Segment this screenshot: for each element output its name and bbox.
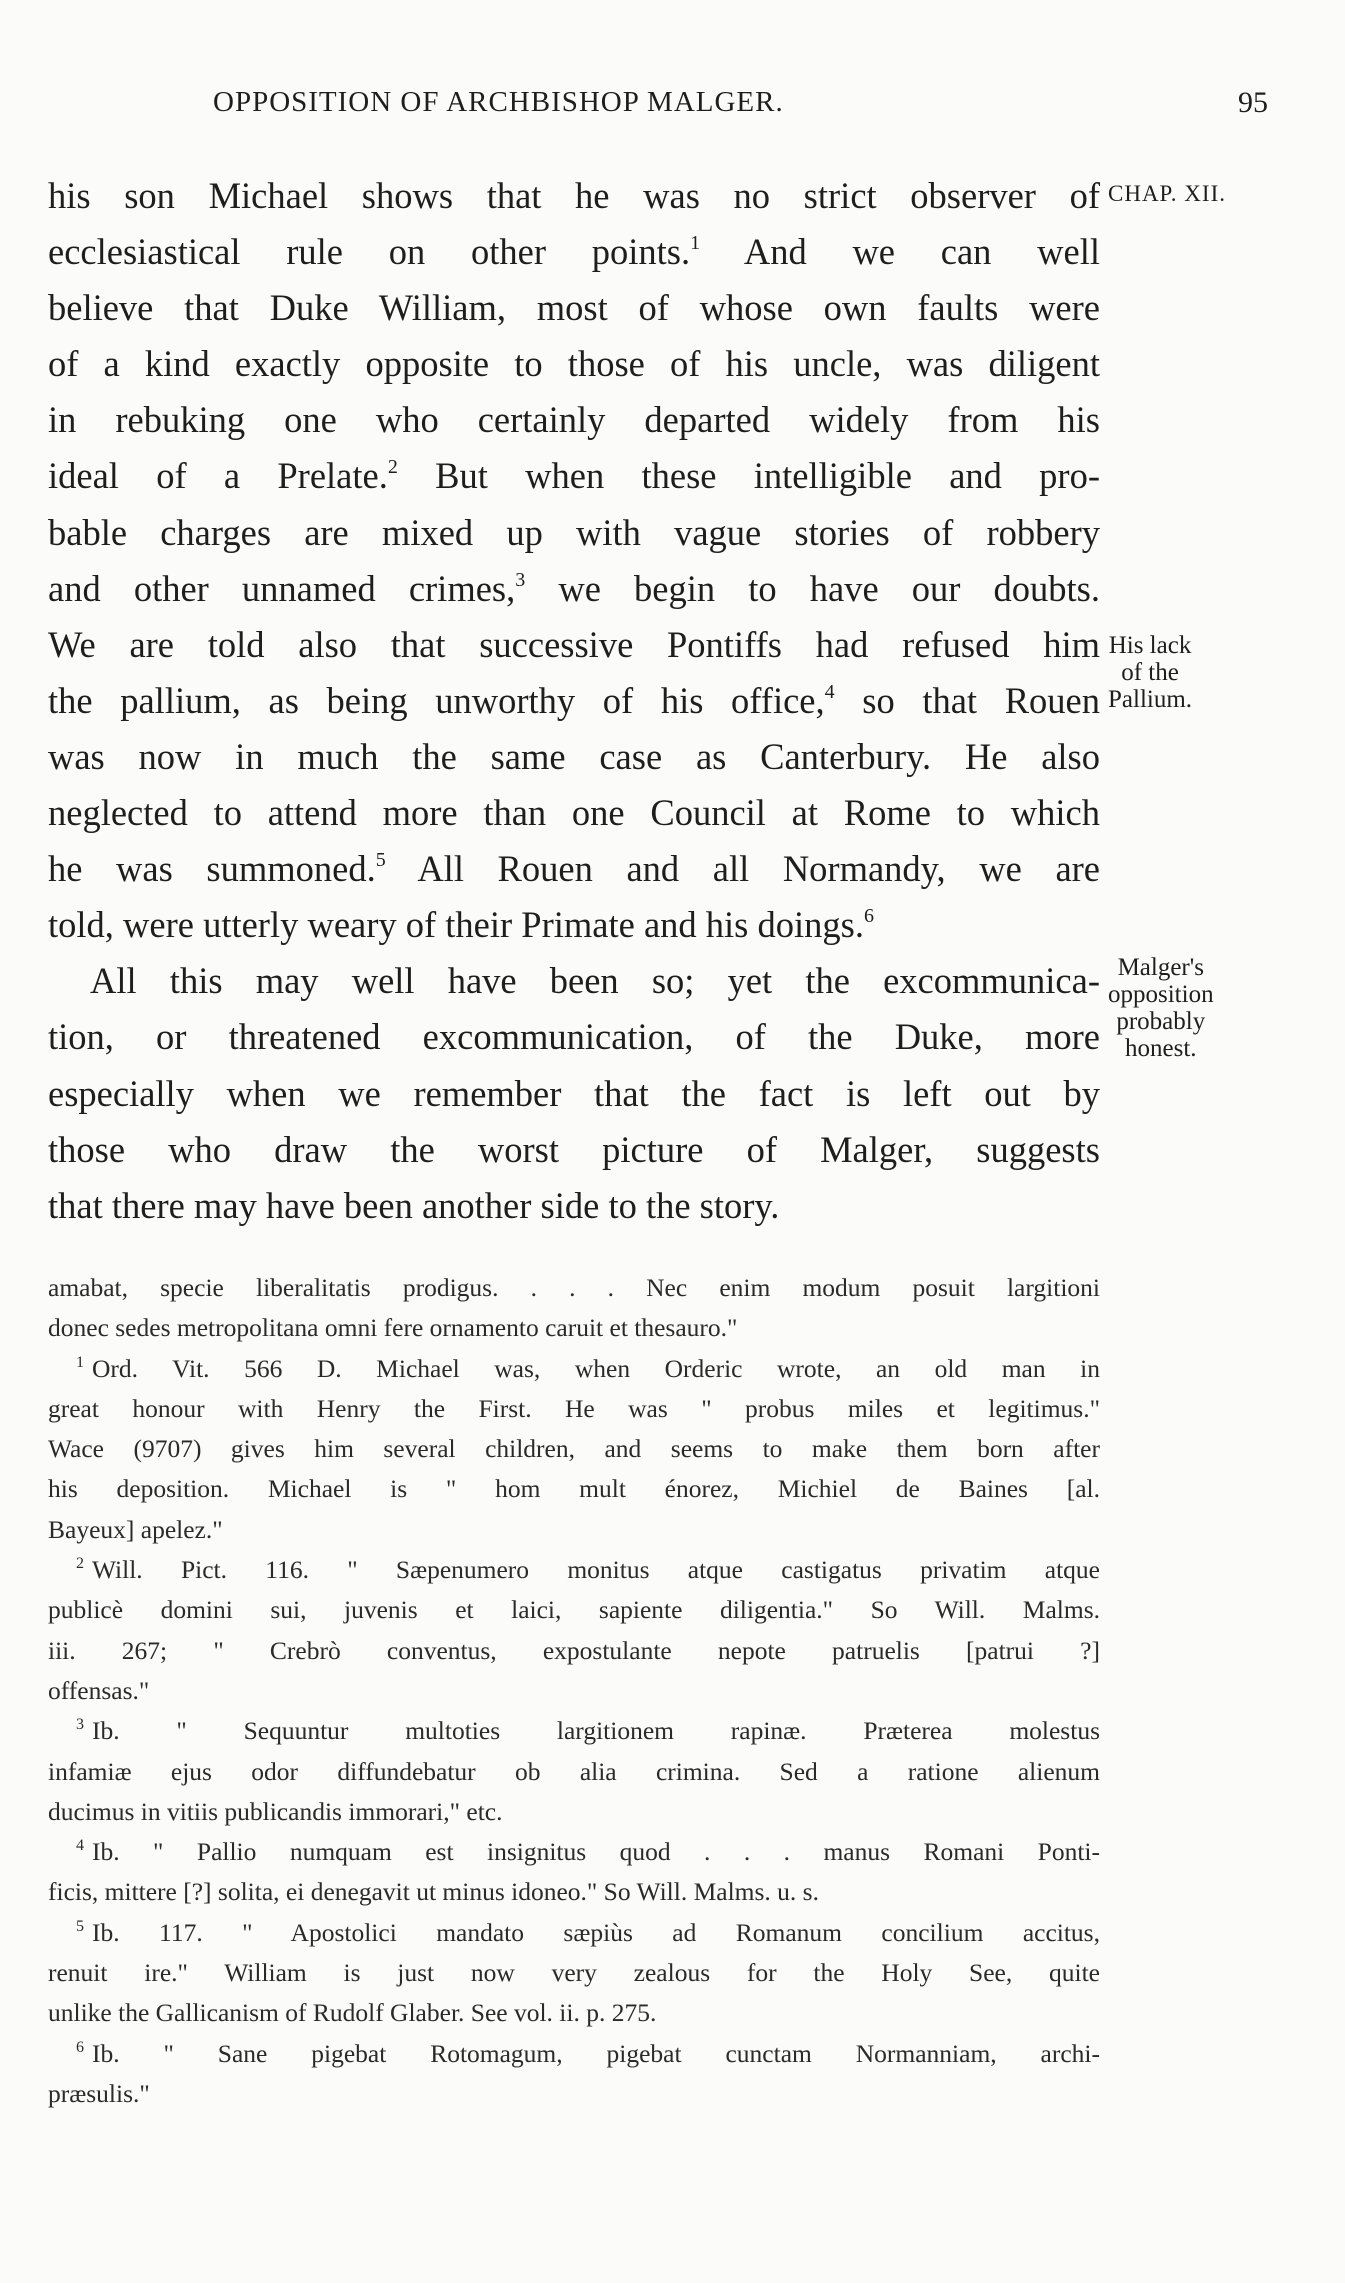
text-run: in rebuking one who certainly departed widely from his bbox=[48, 399, 1100, 441]
footnote-4 bbox=[48, 1832, 1100, 1913]
footnote-text: unlike the Gallicanism of Rudolf Glaber. See vol. ii. p. 275. bbox=[48, 1998, 657, 2028]
text-run: All Rouen and all Normandy, we are bbox=[385, 848, 1100, 890]
text-run: told, were utterly weary of their Primate and his doings. bbox=[48, 904, 864, 946]
margin-note-line: of the bbox=[1121, 659, 1179, 686]
margin-note-line: opposition bbox=[1108, 981, 1214, 1008]
text-run: that there may have been another side to the story. bbox=[48, 1184, 780, 1226]
text-run: ecclesiastical rule on other points. bbox=[48, 231, 691, 273]
footnote-text: his deposition. Michael is " hom mult énorez, Michiel de Baines [al. bbox=[48, 1474, 1100, 1504]
footnote-text: infamiæ ejus odor diffundebatur ob alia crimina. Sed a ratione alienum bbox=[48, 1756, 1100, 1786]
footnote-6 bbox=[48, 2034, 1100, 2115]
text-run: And we can well bbox=[700, 231, 1100, 273]
footnote-5 bbox=[48, 1913, 1100, 2034]
text-line bbox=[48, 280, 1100, 336]
text-run: All this may well have been so; yet the excommunica- bbox=[90, 960, 1100, 1002]
text-run: so that Rouen bbox=[834, 679, 1101, 721]
footnote-marker: 3 bbox=[76, 1716, 84, 1734]
footnote-text: præsulis." bbox=[48, 2078, 150, 2108]
footnote-line bbox=[48, 1993, 1100, 2033]
footnote-text: Ib. 117. " Apostolici mandato sæpiùs ad Romanum concilium accitus, bbox=[92, 1917, 1100, 1947]
text-line bbox=[48, 953, 1100, 1009]
text-line bbox=[48, 448, 1100, 504]
footnote-line bbox=[48, 1671, 1100, 1711]
footnote-line bbox=[48, 1792, 1100, 1832]
text-line bbox=[48, 1178, 1100, 1234]
footnote-line bbox=[48, 1469, 1100, 1509]
text-line bbox=[48, 1009, 1100, 1065]
footnote-marker: 6 bbox=[76, 2038, 84, 2056]
footnote-marker: 4 bbox=[76, 1837, 84, 1855]
text-line bbox=[48, 729, 1100, 785]
footnote-line bbox=[48, 1389, 1100, 1429]
footnote-line bbox=[48, 1308, 1100, 1348]
margin-note-pallium bbox=[1108, 632, 1192, 713]
text-line bbox=[48, 561, 1100, 617]
footnote-2 bbox=[48, 1550, 1100, 1711]
footnote-3 bbox=[48, 1711, 1100, 1832]
margin-note-chapter: CHAP. XII. bbox=[1108, 181, 1226, 206]
margin-note-line: Malger's bbox=[1117, 954, 1204, 981]
text-line bbox=[48, 1066, 1100, 1122]
footnote-text: donec sedes metropolitana omni fere ornamento caruit et thesauro." bbox=[48, 1313, 738, 1343]
footnote-line bbox=[48, 1590, 1100, 1630]
footnote-text: great honour with Henry the First. He was " probus miles et legitimus." bbox=[48, 1393, 1100, 1423]
footnote-reference[interactable]: 6 bbox=[863, 905, 874, 928]
text-line bbox=[48, 168, 1100, 224]
text-run: his son Michael shows that he was no strict observer of bbox=[48, 175, 1100, 216]
text-line bbox=[48, 1122, 1100, 1178]
footnotes bbox=[48, 1268, 1100, 2114]
text-line bbox=[48, 617, 1100, 673]
footnote-text: iii. 267; " Crebrò conventus, expostulante nepote patruelis [patrui ?] bbox=[48, 1635, 1100, 1665]
footnote-reference[interactable]: 3 bbox=[515, 568, 526, 591]
footnote-text: amabat, specie liberalitatis prodigus. . . . Nec enim modum posuit largitioni bbox=[48, 1273, 1100, 1302]
footnote-line bbox=[48, 2074, 1100, 2114]
text-run: and other unnamed crimes, bbox=[48, 567, 516, 609]
footnote-text: Ib. " Sequuntur multoties largitionem rapinæ. Præterea molestus bbox=[92, 1716, 1100, 1746]
text-run: of a kind exactly opposite to those of his uncle, was diligent bbox=[48, 343, 1100, 385]
running-head bbox=[48, 82, 1268, 122]
footnote-line bbox=[48, 1752, 1100, 1792]
footnote-line bbox=[48, 1711, 1100, 1751]
text-line bbox=[48, 336, 1100, 392]
margin-note-malger bbox=[1108, 954, 1214, 1062]
footnote-marker: 1 bbox=[76, 1353, 84, 1371]
footnote-text: Wace (9707) gives him several children, and seems to make them born after bbox=[48, 1434, 1100, 1464]
text-line bbox=[48, 785, 1100, 841]
footnote-line bbox=[48, 1872, 1100, 1912]
text-line bbox=[48, 392, 1100, 448]
page-number: 95 bbox=[1238, 86, 1268, 119]
text-run: But when these intelligible and pro- bbox=[397, 455, 1100, 497]
footnote-text: offensas." bbox=[48, 1675, 150, 1705]
text-line bbox=[48, 897, 1100, 953]
text-run: believe that Duke William, most of whose own faults were bbox=[48, 287, 1100, 329]
footnote-1 bbox=[48, 1349, 1100, 1550]
footnote-text: publicè domini sui, juvenis et laici, sapiente diligentia." So Will. Malms. bbox=[48, 1595, 1100, 1625]
paragraph-2 bbox=[48, 953, 1100, 1233]
text-line bbox=[48, 505, 1100, 561]
running-head-title: OPPOSITION OF ARCHBISHOP MALGER. bbox=[213, 86, 784, 118]
footnote-reference[interactable]: 4 bbox=[824, 680, 835, 703]
footnote-line bbox=[48, 1268, 1100, 1308]
footnote-marker: 2 bbox=[76, 1555, 84, 1573]
body-text bbox=[48, 168, 1100, 1234]
footnote-text: Bayeux] apelez." bbox=[48, 1514, 223, 1544]
footnote-text: Will. Pict. 116. " Sæpenumero monitus atque castigatus privatim atque bbox=[92, 1555, 1100, 1585]
text-run: was now in much the same case as Canterbury. He also bbox=[48, 735, 1100, 777]
text-run: the pallium, as being unworthy of his office, bbox=[48, 679, 825, 721]
footnote-line bbox=[48, 1953, 1100, 1993]
footnote-reference[interactable]: 5 bbox=[375, 849, 386, 872]
footnote-line bbox=[48, 2034, 1100, 2074]
footnote-marker: 5 bbox=[76, 1917, 84, 1935]
footnote-list bbox=[48, 1349, 1100, 2115]
footnote-text: Ord. Vit. 566 D. Michael was, when Orderic wrote, an old man in bbox=[92, 1353, 1100, 1383]
footnote-text: ducimus in vitiis publicandis immorari," etc. bbox=[48, 1796, 503, 1826]
text-run: he was summoned. bbox=[48, 848, 376, 890]
footnote-line bbox=[48, 1550, 1100, 1590]
footnote-line bbox=[48, 1631, 1100, 1671]
footnote-reference[interactable]: 2 bbox=[387, 456, 398, 479]
text-run: tion, or threatened excommunication, of the Duke, more bbox=[48, 1016, 1100, 1058]
footnote-line bbox=[48, 1510, 1100, 1550]
footnote-line bbox=[48, 1349, 1100, 1389]
paragraph-1 bbox=[48, 168, 1100, 953]
footnote-line bbox=[48, 1913, 1100, 1953]
text-run: bable charges are mixed up with vague stories of robbery bbox=[48, 511, 1100, 553]
text-run: ideal of a Prelate. bbox=[48, 455, 388, 497]
text-run: those who draw the worst picture of Malger, suggests bbox=[48, 1128, 1100, 1170]
footnote-text: Ib. " Pallio numquam est insignitus quod . . . manus Romani Ponti- bbox=[92, 1837, 1100, 1867]
text-run: we begin to have our doubts. bbox=[525, 567, 1100, 609]
footnote-reference[interactable]: 1 bbox=[690, 232, 701, 255]
footnote-text: Ib. " Sane pigebat Rotomagum, pigebat cunctam Normanniam, archi- bbox=[92, 2038, 1100, 2068]
text-run: especially when we remember that the fact is left out by bbox=[48, 1072, 1100, 1114]
footnote-line bbox=[48, 1429, 1100, 1469]
footnote-text: renuit ire." William is just now very zealous for the Holy See, quite bbox=[48, 1958, 1100, 1988]
margin-note-line: Pallium. bbox=[1108, 686, 1193, 713]
text-line bbox=[48, 673, 1100, 729]
text-line bbox=[48, 841, 1100, 897]
text-run: neglected to attend more than one Council at Rome to which bbox=[48, 792, 1100, 834]
footnote-text: ficis, mittere [?] solita, ei denegavit ut minus idoneo." So Will. Malms. u. s. bbox=[48, 1877, 819, 1907]
text-line bbox=[48, 224, 1100, 280]
footnote-continued bbox=[48, 1268, 1100, 1349]
text-run: We are told also that successive Pontiffs had refused him bbox=[48, 623, 1100, 665]
footnote-line bbox=[48, 1832, 1100, 1872]
margin-note-line: His lack bbox=[1108, 632, 1192, 659]
margin-note-line: probably bbox=[1116, 1008, 1206, 1035]
margin-note-line: honest. bbox=[1125, 1035, 1197, 1062]
